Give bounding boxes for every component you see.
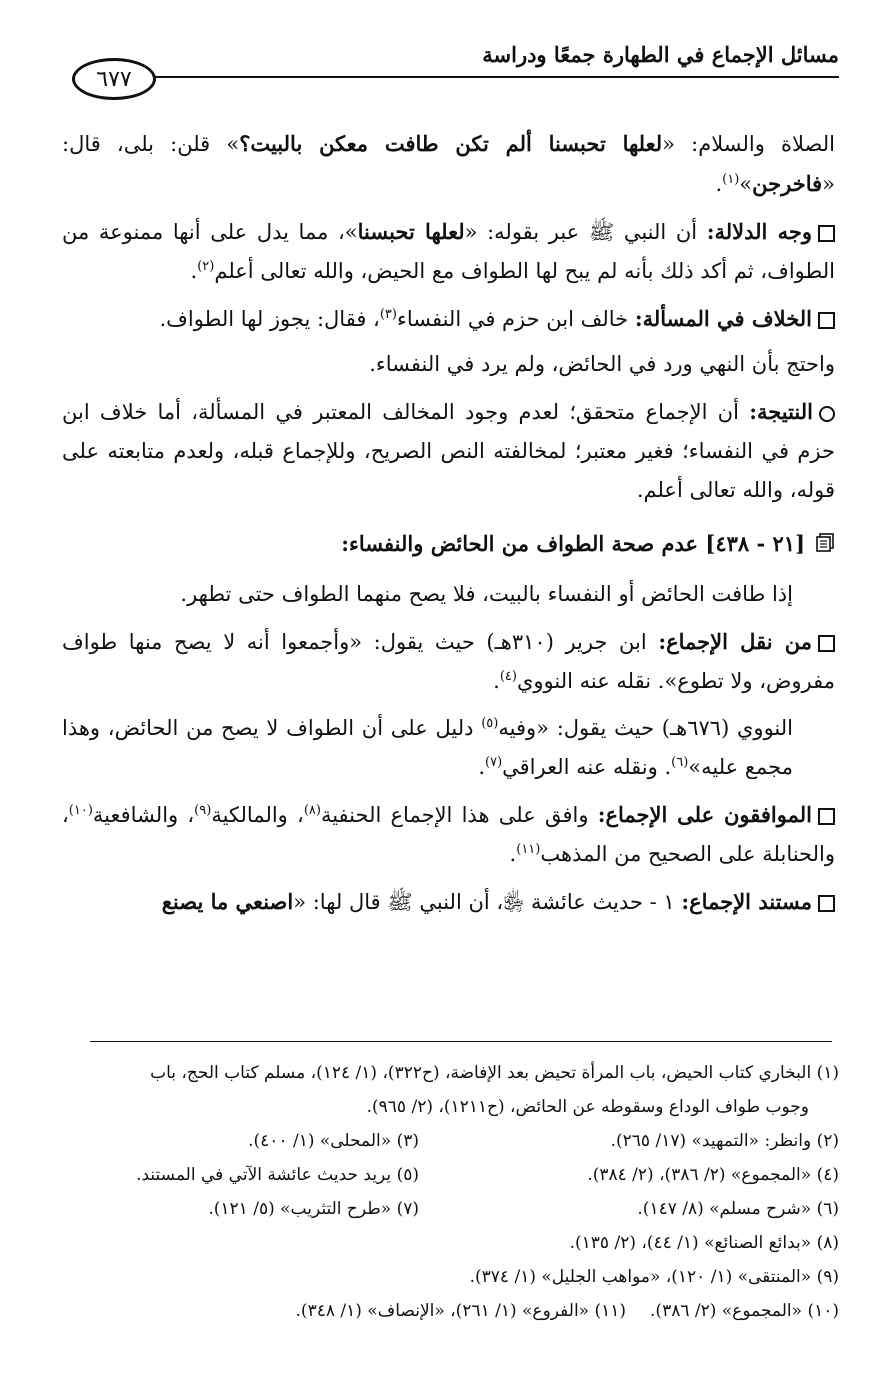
footnote-1: (١) البخاري كتاب الحيض، باب المرأة تحيض بعد الإفاضة، (ح٣٢٢)، (١/ ١٢٤)، مسلم كتاب الحج، باب: [150, 1063, 839, 1083]
footnote-row: [58, 1124, 839, 1158]
footnote-ref[interactable]: (٦): [671, 755, 689, 770]
footnote-7: (٧) «طرح التثريب» (٥/ ١٢١).: [208, 1199, 419, 1219]
text-run: ابن جرير (٣١٠هـ) حيث يقول: «وأجمعوا أنه لا يصح منها طواف مفروض، ولا تطوع». نقله عنه النووي: [62, 630, 835, 693]
text-run: .: [509, 842, 517, 866]
page-number-badge: [72, 58, 156, 100]
text-run: النووي (٦٧٦هـ) حيث يقول: «وفيه: [498, 716, 793, 740]
text-run: الصلاة والسلام: «: [662, 132, 835, 156]
copy-icon: [815, 526, 835, 565]
paragraph-basis: [62, 882, 835, 922]
issue-heading: [62, 524, 835, 565]
footnote-ref[interactable]: (٣): [379, 307, 397, 322]
hadith-quote: فاخرجن: [752, 171, 823, 196]
text-run: » قلن: بلى، قال: «: [62, 132, 835, 196]
footnote-ref[interactable]: (٥): [481, 716, 499, 731]
footnote-ref[interactable]: (٩): [194, 803, 212, 818]
text-run: »: [739, 172, 753, 196]
footnote-1-continued: وجوب طواف الوداع وسقوطه عن الحائض، (ح١٢١١)، (٢/ ٩٦٥).: [366, 1097, 809, 1117]
paragraph-agreeing: [62, 795, 835, 874]
paragraph-disagreement: [62, 299, 835, 339]
page-number: ٦٧٧: [96, 66, 132, 92]
footnote-6: (٦) «شرح مسلم» (٨/ ١٤٧).: [637, 1199, 839, 1219]
square-bullet-icon: [818, 895, 835, 912]
text-run: ١ - حديث عائشة ﵂، أن النبي ﷺ قال لها: «: [293, 890, 682, 914]
text-run: أن النبي ﷺ عبر بقوله: «: [464, 220, 707, 244]
footnote-4: (٤) «المجموع» (٢/ ٣٨٦)، (٢/ ٣٨٤).: [587, 1165, 839, 1185]
square-bullet-icon: [818, 635, 835, 652]
term-label: من نقل الإجماع:: [658, 629, 812, 654]
text-run: .: [493, 669, 500, 693]
square-bullet-icon: [818, 312, 835, 329]
term-label: الخلاف في المسألة:: [634, 306, 812, 331]
square-bullet-icon: [818, 225, 835, 242]
text-run: .: [478, 755, 485, 779]
header-rule: [140, 76, 839, 78]
text-run: خالف ابن حزم في النفساء: [396, 307, 635, 331]
text-run: . ونقله عنه العراقي: [502, 755, 672, 779]
term-label: وجه الدلالة:: [706, 219, 813, 244]
text-run: وافق على هذا الإجماع الحنفية: [320, 803, 598, 827]
text-run: ، والشافعية: [92, 803, 195, 827]
footnote-separator: [90, 1041, 832, 1042]
footnote-ref[interactable]: (٢): [197, 259, 215, 274]
footnote-3: (٣) «المحلى» (١/ ٤٠٠).: [248, 1131, 419, 1151]
footnote-row: [58, 1294, 839, 1328]
text-run: ، والحنابلة على الصحيح من المذهب: [62, 803, 835, 866]
footnote-row: [58, 1192, 839, 1226]
footnote-9: (٩) «المنتقى» (١/ ١٢٠)، «مواهب الجليل» (١/ ٣٧٤).: [469, 1267, 839, 1287]
footnote-ref[interactable]: (١٠): [68, 803, 93, 818]
paragraph-issue-statement: إذا طافت الحائض أو النفساء بالبيت، فلا يصح منهما الطواف حتى تطهر.: [180, 582, 793, 606]
paragraph-nawawi: [62, 709, 835, 787]
text-run: .: [715, 172, 723, 196]
text-run: ، والمالكية: [211, 803, 304, 827]
term-label: الموافقون على الإجماع:: [597, 802, 812, 827]
term-label: النتيجة:: [749, 399, 813, 424]
issue-title: [٢١ - ٤٣٨] عدم صحة الطواف من الحائض والنفساء:: [341, 531, 805, 556]
paragraph-hadith-end: [62, 124, 835, 204]
text-run: أن الإجماع متحقق؛ لعدم وجود المخالف المعتبر في المسألة، أما خلاف ابن حزم في النفساء؛ فغير معتبر؛ لمخالفته النص الصريح، وللإجماع قبله، ولعدم متابعته على قوله، والله تعالى أعلم.: [62, 400, 835, 502]
footnotes: [58, 1056, 839, 1328]
paragraph-evidence: [62, 212, 835, 291]
hadith-quote: اصنعي ما يصنع: [161, 889, 294, 914]
footnote-ref[interactable]: (٧): [485, 755, 503, 770]
footnote-ref[interactable]: (١): [722, 172, 740, 187]
footnote-8: (٨) «بدائع الصنائع» (١/ ٤٤)، (٢/ ١٣٥).: [569, 1233, 839, 1253]
text-run: »، مما يدل على أنها ممنوعة من الطواف، ثم أكد ذلك بأنه لم يبح لها الطواف مع الحيض، والله تعالى أعلم: [62, 220, 835, 283]
square-bullet-icon: [818, 808, 835, 825]
paragraph-transmitters: [62, 622, 835, 701]
hadith-quote: لعلها تحبسنا ألم تكن طافت معكن بالبيت؟: [239, 131, 663, 156]
paragraph-argument: واحتج بأن النهي ورد في الحائض، ولم يرد في النفساء.: [369, 352, 835, 376]
footnote-2: (٢) وانظر: «التمهيد» (١٧/ ٢٦٥).: [610, 1131, 839, 1151]
footnote-ref[interactable]: (١١): [516, 842, 541, 857]
footnote-11: (١١) «الفروع» (١/ ٢٦١)، «الإنصاف» (١/ ٣٤٨).: [295, 1301, 627, 1321]
footnote-5: (٥) يريد حديث عائشة الآتي في المستند.: [136, 1165, 419, 1185]
footnote-10: (١٠) «المجموع» (٢/ ٣٨٦).: [650, 1301, 839, 1321]
main-text: [62, 124, 835, 928]
text-run: دليل على أن الطواف لا يصح من الحائض، وهذا مجمع عليه»: [62, 716, 793, 779]
paragraph-result: [62, 392, 835, 510]
footnote-row: [58, 1158, 839, 1192]
footnote-ref[interactable]: (٨): [303, 803, 321, 818]
text-run: ، فقال: يجوز لها الطواف.: [159, 307, 380, 331]
running-title: مسائل الإجماع في الطهارة جمعًا ودراسة: [482, 42, 839, 67]
footnote-ref[interactable]: (٤): [499, 669, 517, 684]
term-label: مستند الإجماع:: [681, 889, 812, 914]
hadith-quote: لعلها تحبسنا: [357, 219, 465, 244]
circle-bullet-icon: [819, 406, 835, 422]
text-run: .: [190, 259, 198, 283]
